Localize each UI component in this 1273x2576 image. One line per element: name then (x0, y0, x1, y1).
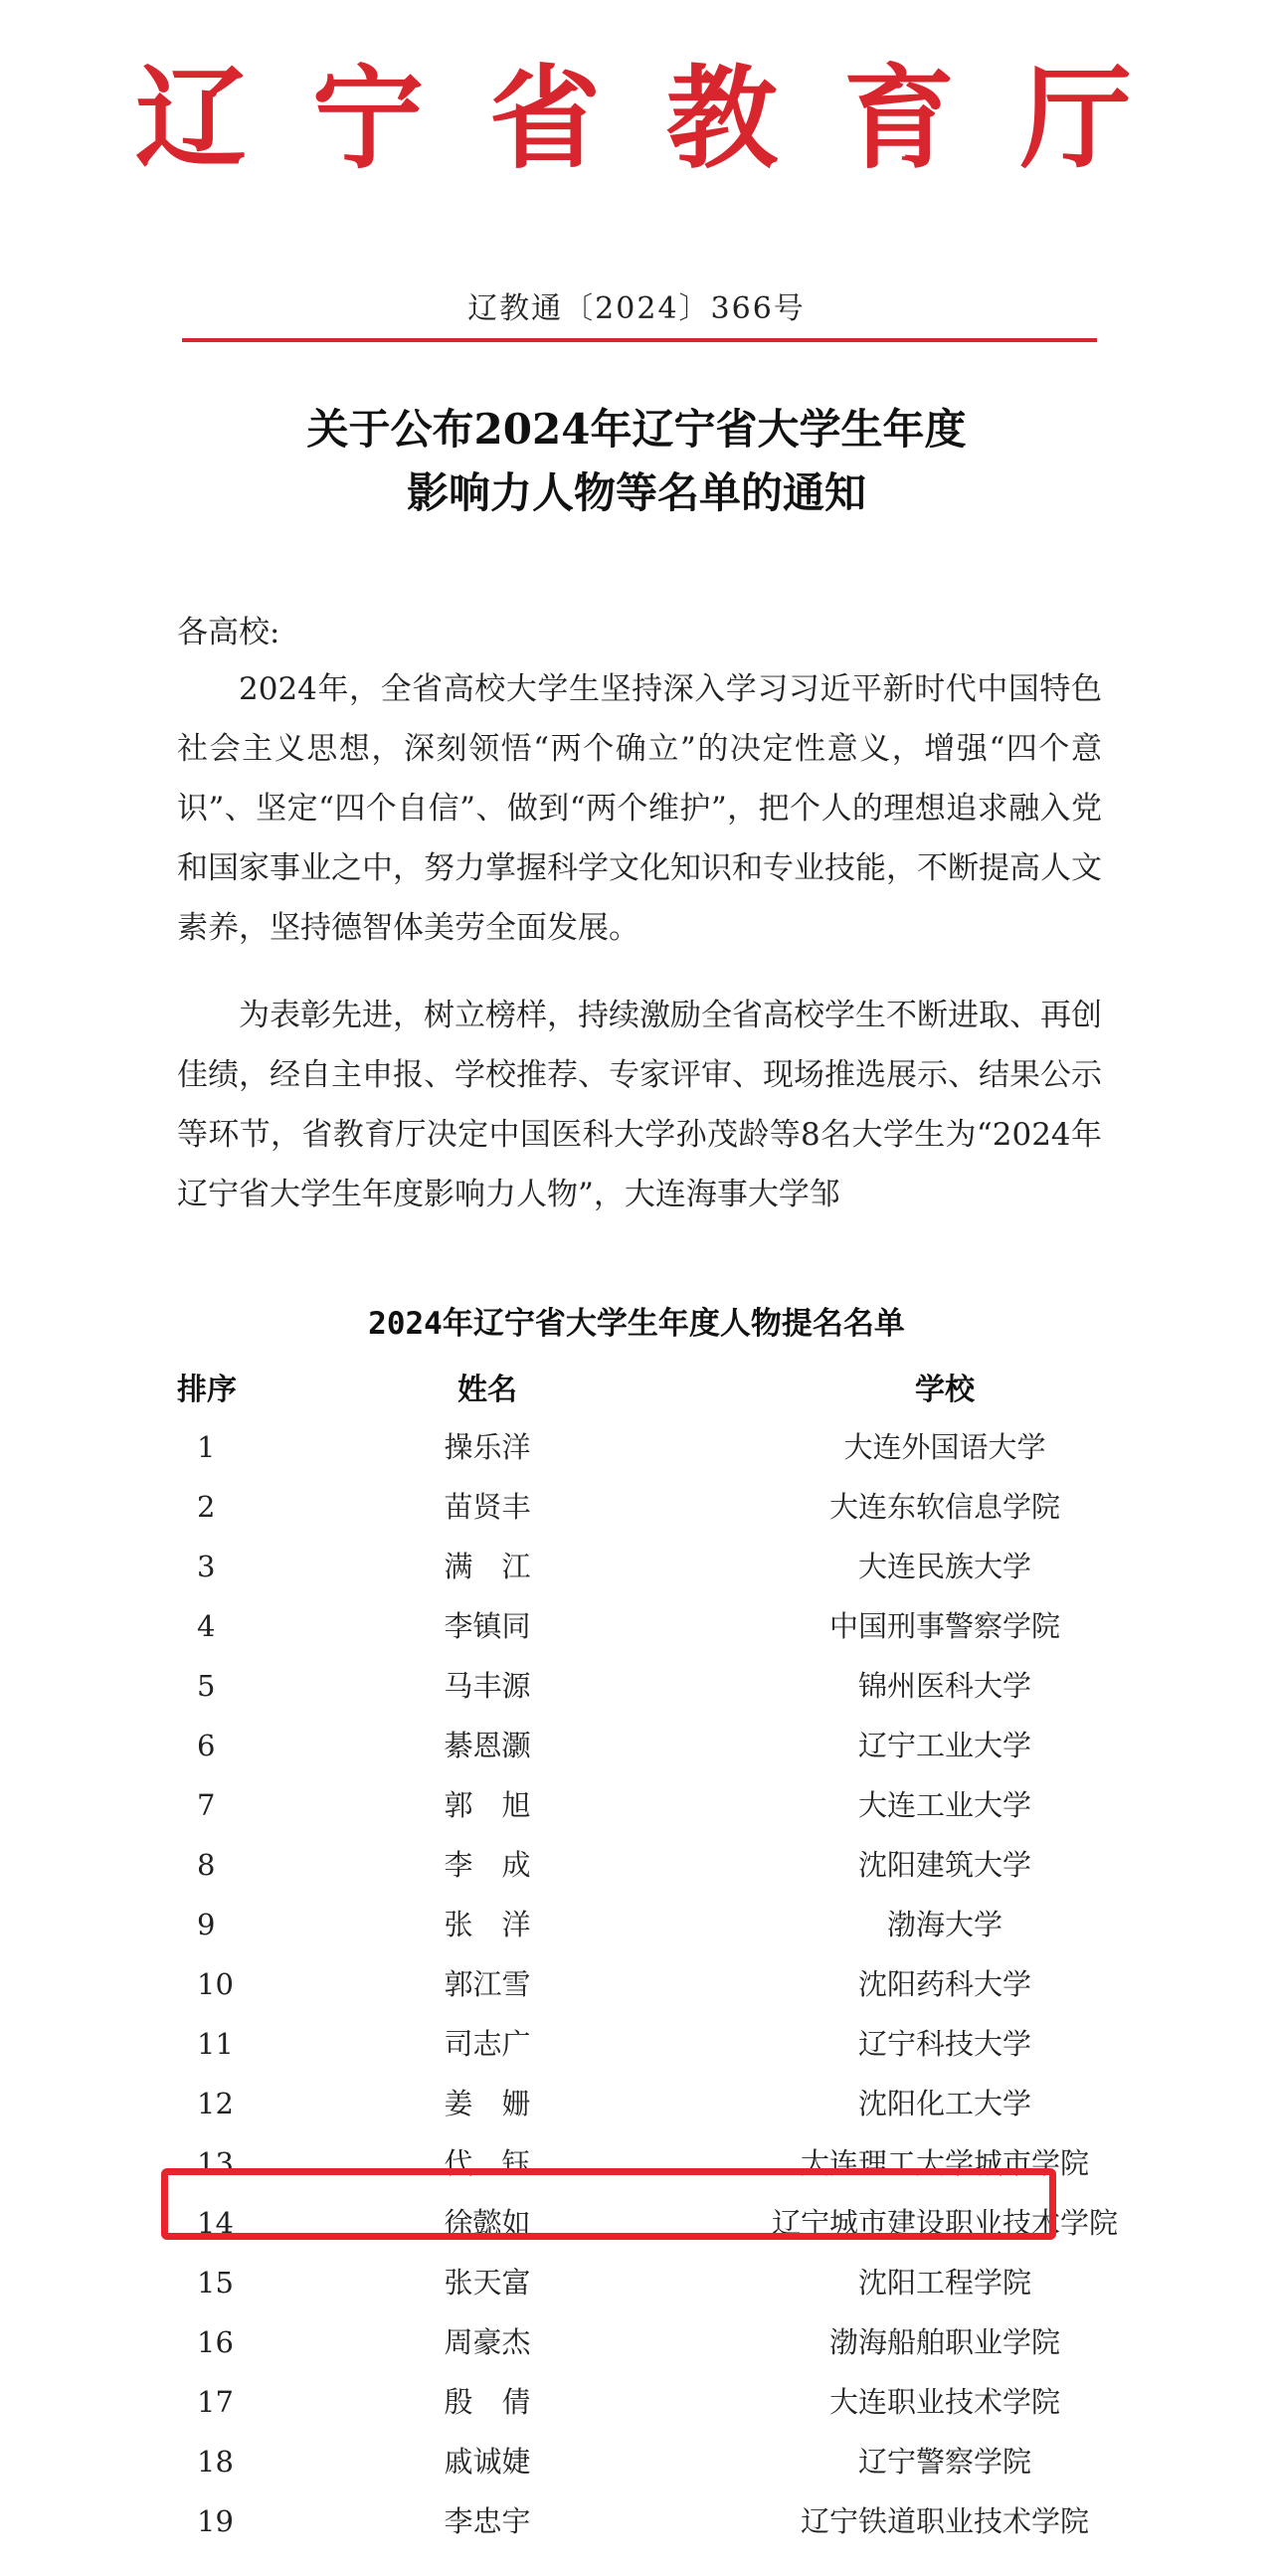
school-cell: 辽宁工业大学 (857, 1729, 1031, 1762)
name-cell: 李忠宇 (444, 2504, 531, 2538)
table-row (159, 1596, 1114, 1656)
name-cell: 戚诚婕 (444, 2445, 531, 2479)
rank-cell: 18 (197, 2445, 234, 2479)
table-row (159, 1656, 1114, 1716)
table-row (159, 2253, 1114, 2312)
name-cell: 郭江雪 (444, 1967, 531, 2001)
school-cell: 渤海船舶职业学院 (828, 2325, 1060, 2359)
rank-cell: 12 (197, 2087, 234, 2120)
school-cell: 辽宁警察学院 (857, 2445, 1031, 2479)
name-cell: 綦恩灏 (444, 1729, 531, 1762)
table-row (159, 1537, 1114, 1596)
name-cell: 苗贤丰 (444, 1490, 531, 1524)
body-paragraph-1: 2024年，全省高校大学生坚持深入学习习近平新时代中国特色社会主义思想，深刻领悟“两个确立”的决定性意义，增强“四个意识”、坚定“四个自信”、做到“两个维护”，把个人的理想追求融入党和国家事业之中，努力掌握科学文化知识和专业技能，不断提高人文素养，坚持德智体美劳全面发展。 (177, 671, 1102, 946)
salutation: 各高校: (177, 615, 280, 650)
name-cell: 郭 旭 (444, 1788, 531, 1822)
name-cell: 徐懿如 (444, 2206, 531, 2240)
name-cell: 李 成 (444, 1848, 531, 1882)
table-row (159, 2312, 1114, 2372)
name-cell: 李镇同 (444, 1609, 531, 1643)
notice-title-line-1: 关于公布2024年辽宁省大学生年度 (306, 405, 967, 454)
school-cell: 沈阳工程学院 (857, 2266, 1031, 2300)
name-cell: 周豪杰 (444, 2325, 531, 2359)
rank-cell: 13 (197, 2146, 234, 2180)
table-row (159, 1775, 1114, 1835)
name-cell: 张天富 (444, 2266, 531, 2300)
rank-cell: 10 (197, 1967, 234, 2001)
name-cell: 姜 姗 (444, 2087, 531, 2120)
school-cell: 辽宁城市建设职业技术学院 (771, 2206, 1118, 2240)
list-title: 2024年辽宁省大学生年度人物提名名单 (368, 1306, 905, 1342)
school-cell: 锦州医科大学 (857, 1669, 1031, 1703)
table-row (159, 1835, 1114, 1895)
highlight-box (161, 2168, 1056, 2240)
rank-cell: 2 (197, 1490, 216, 1524)
header-rank: 排序 (177, 1373, 237, 1407)
school-cell: 渤海大学 (886, 1908, 1002, 1941)
school-cell: 大连工业大学 (857, 1788, 1031, 1822)
table-row (159, 1716, 1114, 1775)
list-header (159, 1365, 1114, 1407)
name-cell: 代 钰 (444, 2146, 531, 2180)
rank-cell: 1 (197, 1430, 216, 1464)
school-cell: 沈阳药科大学 (857, 1967, 1031, 2001)
rank-cell: 6 (197, 1729, 216, 1762)
rank-cell: 7 (197, 1788, 216, 1822)
table-row (159, 2491, 1114, 2551)
school-cell: 大连东软信息学院 (828, 1490, 1060, 1524)
issuer-title: 辽宁省教育厅 (135, 55, 1197, 184)
table-row (159, 2074, 1114, 2133)
document-number: 辽教通〔2024〕366号 (467, 291, 806, 326)
nominee-list (159, 1417, 1118, 2551)
rank-cell: 8 (197, 1848, 216, 1882)
table-row (159, 2014, 1114, 2074)
rank-cell: 16 (197, 2325, 234, 2359)
school-cell: 沈阳建筑大学 (857, 1848, 1031, 1882)
school-cell: 大连外国语大学 (843, 1430, 1046, 1464)
school-cell: 大连理工大学城市学院 (800, 2146, 1089, 2180)
notice-title (0, 398, 1273, 525)
school-cell: 辽宁铁道职业技术学院 (800, 2504, 1089, 2538)
school-cell: 辽宁科技大学 (857, 2027, 1031, 2061)
rank-cell: 9 (197, 1908, 216, 1941)
name-cell: 殷 倩 (444, 2385, 531, 2419)
name-cell: 张 洋 (444, 1908, 531, 1941)
table-row (159, 2372, 1114, 2432)
body-paragraph-2: 为表彰先进，树立榜样，持续激励全省高校学生不断进取、再创佳绩，经自主申报、学校推荐、专家评审、现场推选展示、结果公示等环节，省教育厅决定中国医科大学孙茂龄等8名大学生为“2024年辽宁省大学生年度影响力人物”，大连海事大学邹 (177, 998, 1102, 1212)
name-cell: 操乐洋 (444, 1430, 531, 1464)
table-row (159, 1477, 1114, 1537)
rank-cell: 4 (197, 1609, 216, 1643)
rank-cell: 5 (197, 1669, 216, 1703)
rank-cell: 15 (197, 2266, 234, 2300)
rank-cell: 19 (197, 2504, 234, 2538)
rank-cell: 3 (197, 1550, 216, 1583)
red-divider (182, 338, 1097, 342)
school-cell: 大连职业技术学院 (828, 2385, 1060, 2419)
header-name: 姓名 (457, 1373, 517, 1407)
name-cell: 司志广 (444, 2027, 531, 2061)
table-row (159, 1895, 1114, 1954)
name-cell: 马丰源 (444, 1669, 531, 1703)
school-cell: 中国刑事警察学院 (828, 1609, 1060, 1643)
table-row (159, 1417, 1114, 1477)
school-cell: 沈阳化工大学 (857, 2087, 1031, 2120)
rank-cell: 17 (197, 2385, 234, 2419)
school-cell: 大连民族大学 (857, 1550, 1031, 1583)
rank-cell: 11 (197, 2027, 234, 2061)
table-row (159, 2432, 1114, 2491)
header-school: 学校 (915, 1373, 975, 1407)
notice-title-line-2: 影响力人物等名单的通知 (406, 468, 866, 517)
name-cell: 满 江 (444, 1550, 531, 1583)
table-row (159, 1954, 1114, 2014)
rank-cell: 14 (197, 2206, 234, 2240)
